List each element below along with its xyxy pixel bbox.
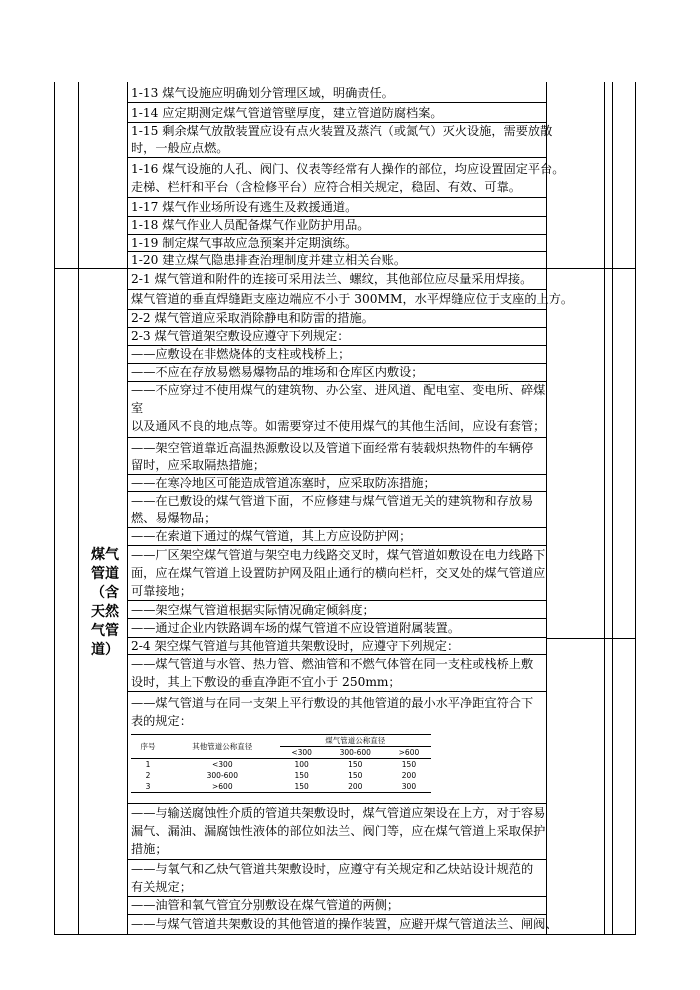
column-divider-1 <box>78 82 79 934</box>
clause-1-16-cont: 走梯、栏杆和平台（含检修平台）应符合相关规定，稳固、有效、可靠。 <box>131 180 521 194</box>
row-separator <box>127 122 547 123</box>
spacing-table-header: 其他管道公称直径 <box>165 735 280 759</box>
table-cell: >600 <box>165 781 280 793</box>
clause-2-3-f: ——在已敷设的煤气管道下面，不应修建与煤气管道无关的建筑物和存放易 <box>131 494 534 508</box>
row-separator <box>127 896 547 897</box>
row-separator <box>127 691 547 692</box>
row-separator <box>127 474 547 475</box>
spacing-table-subheader: 300-600 <box>324 747 387 759</box>
row-separator <box>127 102 547 103</box>
row-separator <box>127 251 547 252</box>
clause-2-4-b-2: 表的规定： <box>131 714 192 728</box>
table-cell: 150 <box>348 760 363 769</box>
row-separator <box>127 437 547 438</box>
clause-2-4-a-2: 设时，其上下敷设的垂直净距不宜小于 250mm； <box>131 675 401 689</box>
category-gas-pipeline <box>82 546 128 660</box>
section-divider <box>54 268 636 269</box>
clause-2-3-f-2: 燃、易爆物品； <box>131 511 217 525</box>
clause-1-20: 1-20 建立煤气隐患排查治理制度并建立相关台账。 <box>131 253 407 267</box>
row-separator <box>127 309 547 310</box>
clause-2-3-c-2: 室 <box>131 401 144 415</box>
spacing-table-subheader: <300 <box>280 747 324 759</box>
clause-1-18: 1-18 煤气作业人员配备煤气作业防护用品。 <box>131 218 370 232</box>
clause-1-15: 1-15 剩余煤气放散装置应设有点火装置及蒸汽（或氮气）灭火设施，需要放散 <box>131 124 553 138</box>
row-separator <box>127 600 547 601</box>
row-separator <box>127 914 547 915</box>
clause-2-1: 2-1 煤气管道和附件的连接可采用法兰、螺纹，其他部位应尽量采用焊接。 <box>131 272 533 286</box>
row-separator <box>127 197 547 198</box>
table-row <box>131 781 431 793</box>
clause-2-2: 2-2 煤气管道应采取消除静电和防雷的措施。 <box>131 311 374 325</box>
clause-2-3-h: ——厂区架空煤气管道与架空电力线路交叉时，煤气管道如敷设在电力线路下 <box>131 548 546 562</box>
row-separator <box>127 654 547 655</box>
clause-2-3-c: ——不应穿过不使用煤气的建筑物、办公室、进风道、配电室、变电所、碎煤 <box>131 383 546 397</box>
table-row <box>131 770 431 781</box>
clause-2-3-e: ——在寒冷地区可能造成管道冻塞时，应采取防冻措施； <box>131 476 436 490</box>
clause-2-3-d: ——架空管道靠近高温热源敷设以及管道下面经常有装载炽热物件的车辆停 <box>131 441 534 455</box>
row-separator <box>127 363 547 364</box>
clause-2-3-g: ——在索道下通过的煤气管道，其上方应设防护网； <box>131 529 412 543</box>
category-line: 气管 <box>91 623 119 639</box>
category-line: 煤气 <box>91 547 119 563</box>
spacing-table <box>131 734 431 800</box>
clause-2-3-a: ——应敷设在非燃烧体的支柱或栈桥上； <box>131 347 351 361</box>
clause-2-4-d: ——与氧气和乙炔气管道共架敷设时，应遵守有关规定和乙炔站设计规范的 <box>131 862 534 876</box>
column-divider-5 <box>612 82 613 934</box>
clause-2-4-c-2: 漏气、漏油、漏腐蚀性液体的部位如法兰、阀门等，应在煤气管道上采取保护 <box>131 824 546 838</box>
table-cell: 300-600 <box>206 771 238 780</box>
clause-2-3-h-3: 可靠接地； <box>131 584 192 598</box>
column-divider-4 <box>604 82 605 934</box>
clause-2-4-d-2: 有关规定； <box>131 880 192 894</box>
table-cell: <300 <box>212 760 233 769</box>
clause-2-1-weld: 煤气管道的垂直焊缝距支座边端应不小于 300MM，水平焊缝应位于支座的上方。 <box>131 292 574 306</box>
clause-2-4-c: ——与输送腐蚀性介质的管道共架敷设时，煤气管道应架设在上方，对于容易 <box>131 806 546 820</box>
clause-2-4-a: ——煤气管道与水管、热力管、燃油管和不燃气体管在同一支柱或栈桥上敷 <box>131 657 534 671</box>
row-separator <box>127 637 547 638</box>
clause-2-4-f: ——与煤气管道共架敷设的其他管道的操作装置，应避开煤气管道法兰、闸阀、 <box>131 917 558 931</box>
table-cell: 150 <box>280 781 324 793</box>
column-divider-2 <box>127 82 128 934</box>
clause-2-3-i: ——架空煤气管道根据实际情况确定倾斜度； <box>131 603 375 617</box>
clause-2-3-c-3: 以及通风不良的地点等。如需要穿过不使用煤气的其他生活间，应设有套管； <box>131 419 546 433</box>
row-separator <box>127 527 547 528</box>
spacing-table-header: 煤气管道公称直径 <box>280 735 431 747</box>
clause-1-19: 1-19 制定煤气事故应急预案并定期演练。 <box>131 236 358 250</box>
category-line: 管道 <box>91 566 119 582</box>
row-separator <box>127 345 547 346</box>
clause-2-3-h-2: 面，应在煤气管道上设置防护网及阻止通行的横向栏杆，交叉处的煤气管道应 <box>131 566 546 580</box>
clause-1-14: 1-14 应定期测定煤气管道管壁厚度，建立管道防腐档案。 <box>131 106 443 120</box>
clause-1-15-cont: 时，一般应点燃。 <box>131 141 229 155</box>
table-cell: 150 <box>401 760 417 769</box>
clause-1-17: 1-17 煤气作业场所设有逃生及救援通道。 <box>131 200 358 214</box>
clause-2-3: 2-3 煤气管道架空敷设应遵守下列规定： <box>131 329 350 343</box>
table-cell: 150 <box>348 771 363 780</box>
table-cell: 100 <box>294 760 309 769</box>
right-cells-divider <box>546 638 636 639</box>
category-line: （含 <box>91 585 119 601</box>
table-left-border <box>54 82 55 934</box>
row-separator <box>127 803 547 804</box>
row-separator <box>127 491 547 492</box>
table-cell: 300 <box>387 781 431 793</box>
spacing-table-header: 序号 <box>131 735 165 759</box>
clause-2-3-j: ——通过企业内铁路调车场的煤气管道不应设管道附属装置。 <box>131 621 461 635</box>
table-row <box>131 759 431 771</box>
category-line: 天然 <box>91 604 119 620</box>
table-cell: 2 <box>145 771 151 780</box>
clause-2-4-c-3: 措施； <box>131 842 168 856</box>
clause-1-16: 1-16 煤气设施的人孔、阀门、仪表等经常有人操作的部位，均应设置固定平台。 <box>131 162 565 176</box>
spacing-table-subheader: >600 <box>387 747 431 759</box>
table-cell: 3 <box>131 781 165 793</box>
column-divider-3 <box>546 82 547 934</box>
row-separator <box>127 859 547 860</box>
clause-1-13: 1-13 煤气设施应明确划分管理区域，明确责任。 <box>131 86 394 100</box>
clause-2-4-b: ——煤气管道与在同一支架上平行敷设的其他管道的最小水平净距宜符合下 <box>131 696 534 710</box>
table-cell: 200 <box>324 781 387 793</box>
category-line: 道） <box>91 642 119 658</box>
row-separator <box>127 234 547 235</box>
row-separator <box>127 381 547 382</box>
table-cell: 200 <box>401 771 417 780</box>
row-separator <box>127 216 547 217</box>
clause-2-3-b: ——不应在存放易燃易爆物品的堆场和仓库区内敷设； <box>131 365 424 379</box>
table-bottom-border <box>54 934 636 935</box>
row-separator <box>127 545 547 546</box>
clause-2-4: 2-4 架空煤气管道与其他管道共架敷设时，应遵守下列规定： <box>131 639 460 653</box>
clause-2-3-d-2: 留时，应采取隔热措施； <box>131 458 266 472</box>
row-separator <box>127 157 547 158</box>
table-cell: 150 <box>294 771 309 780</box>
clause-2-4-e: ——油管和氧气管宜分别敷设在煤气管道的两侧； <box>131 898 400 912</box>
row-separator <box>127 327 547 328</box>
table-right-border <box>635 82 636 934</box>
row-separator <box>127 289 547 290</box>
table-cell: 1 <box>145 760 151 769</box>
row-separator <box>127 618 547 619</box>
